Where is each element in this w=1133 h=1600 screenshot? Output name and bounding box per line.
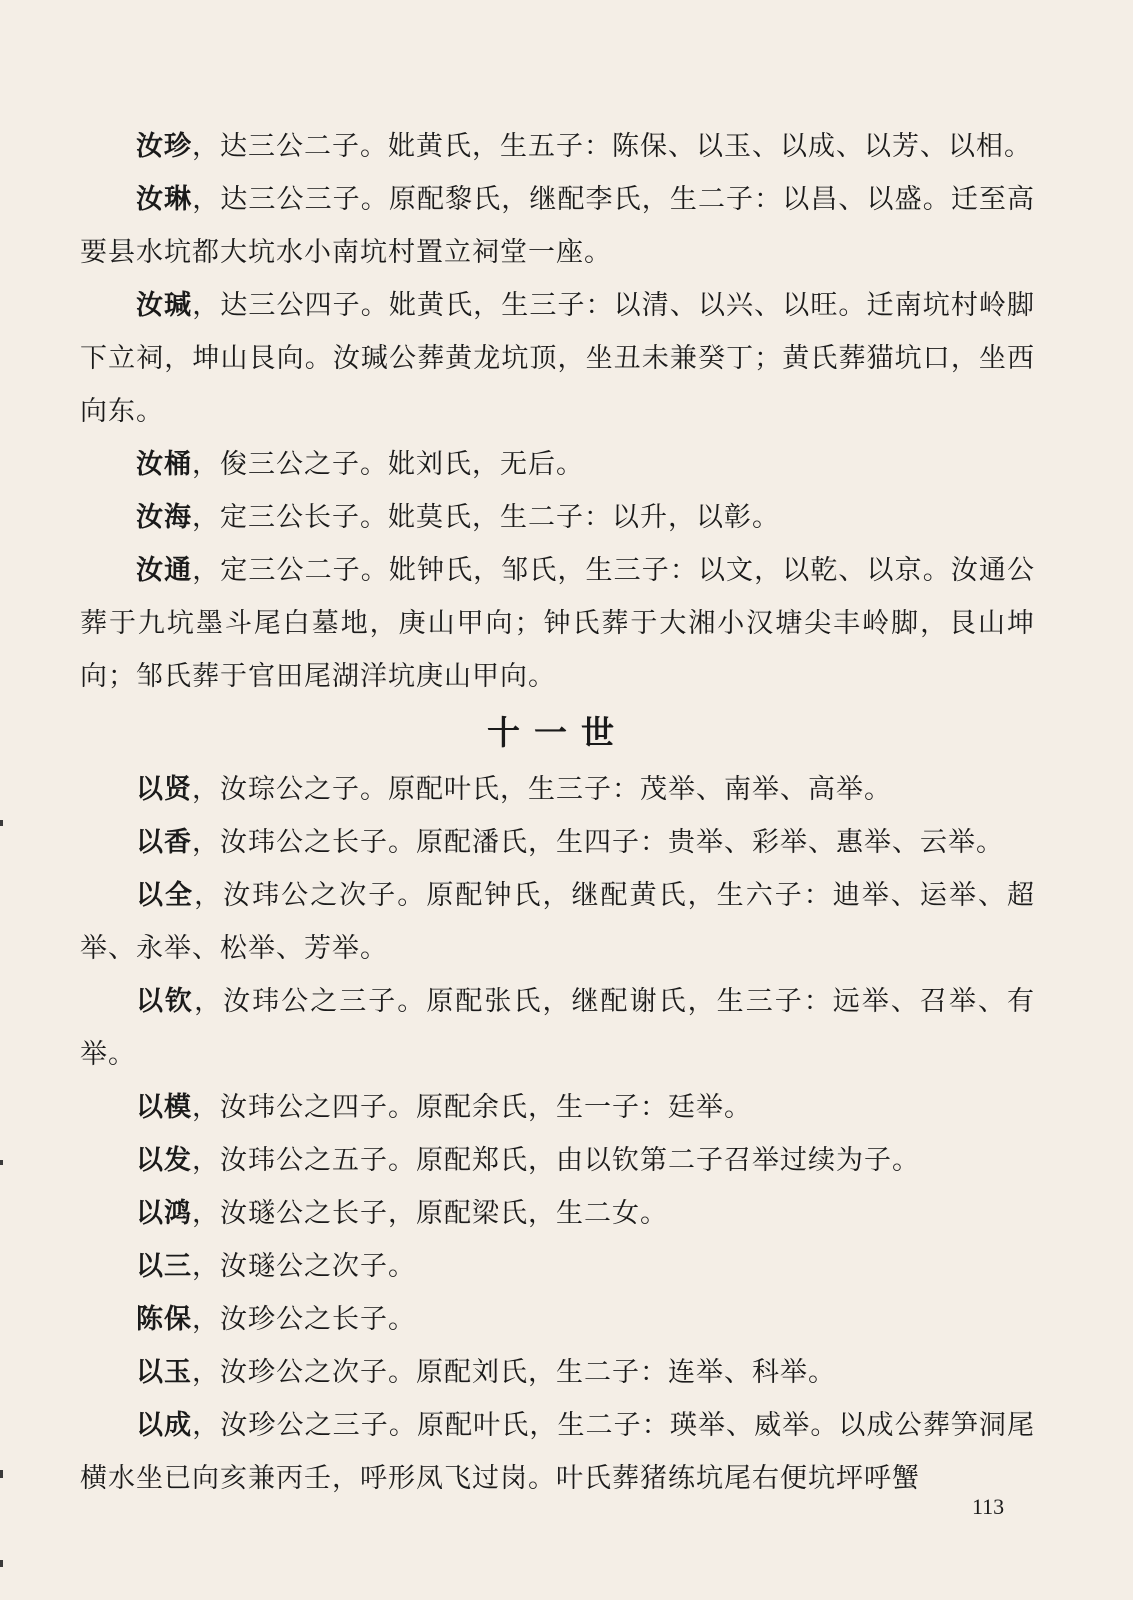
entry-name: 汝瑊 (136, 290, 193, 321)
genealogy-entry (80, 120, 1035, 173)
page-content (80, 120, 1035, 1505)
genealogy-entry (80, 1134, 1035, 1187)
entry-name: 以贤 (136, 774, 192, 805)
entry-name: 以三 (136, 1251, 192, 1282)
entry-name: 汝海 (136, 502, 192, 533)
entry-text: ，汝玮公之次子。原配钟氏，继配黄氏，生六子：迪举、运举、超举、永举、松举、芳举。 (80, 880, 1036, 964)
scan-edge-mark (0, 1470, 3, 1478)
entry-name: 汝桶 (136, 449, 192, 480)
genealogy-entry (80, 1081, 1035, 1134)
entry-name: 汝琳 (136, 184, 193, 215)
entry-name: 以玉 (136, 1357, 192, 1388)
genealogy-entry (80, 544, 1035, 703)
entry-text: ，汝珍公之次子。原配刘氏，生二子：连举、科举。 (192, 1357, 836, 1388)
genealogy-entry (80, 1399, 1035, 1505)
entry-text: ，汝璲公之次子。 (192, 1251, 416, 1282)
generation-heading: 十一世 (487, 713, 628, 752)
entry-text: ，汝璲公之长子，原配梁氏，生二女。 (192, 1198, 668, 1229)
entry-text: ，汝玮公之长子。原配潘氏，生四子：贵举、彩举、惠举、云举。 (192, 827, 1004, 858)
scan-edge-mark (0, 1160, 3, 1165)
entry-text: ，达三公四子。妣黄氏，生三子：以清、以兴、以旺。迁南坑村岭脚下立祠，坤山艮向。汝瑊公葬黄龙坑顶，坐丑未兼癸丁；黄氏葬猫坑口，坐西向东。 (80, 290, 1036, 427)
genealogy-entry (80, 279, 1035, 438)
genealogy-entry (80, 816, 1035, 869)
genealogy-entry (80, 869, 1035, 975)
entry-text: ，汝琮公之子。原配叶氏，生三子：茂举、南举、高举。 (192, 774, 892, 805)
entry-name: 汝珍 (136, 131, 192, 162)
entry-name: 以全 (136, 880, 195, 911)
genealogy-entry (80, 1346, 1035, 1399)
entry-text: ，汝玮公之五子。原配郑氏，由以钦第二子召举过续为子。 (192, 1145, 920, 1176)
entry-text: ，汝玮公之三子。原配张氏，继配谢氏，生三子：远举、召举、有举。 (80, 986, 1036, 1070)
genealogy-entry (80, 1293, 1035, 1346)
entry-name: 以鸿 (136, 1198, 192, 1229)
genealogy-entry (80, 1187, 1035, 1240)
entry-text: ，达三公三子。原配黎氏，继配李氏，生二子：以昌、以盛。迁至高要县水坑都大坑水小南坑村置立祠堂一座。 (80, 184, 1036, 268)
genealogy-entry (80, 763, 1035, 816)
entry-name: 以发 (136, 1145, 192, 1176)
entry-text: ，汝玮公之四子。原配余氏，生一子：廷举。 (192, 1092, 752, 1123)
entry-name: 汝通 (136, 555, 193, 586)
entry-text: ，定三公长子。妣莫氏，生二子：以升，以彰。 (192, 502, 780, 533)
entry-text: ，达三公二子。妣黄氏，生五子：陈保、以玉、以成、以芳、以相。 (192, 131, 1032, 162)
entry-name: 以香 (136, 827, 192, 858)
genealogy-entry (80, 491, 1035, 544)
entry-name: 以模 (136, 1092, 192, 1123)
entry-name: 以钦 (136, 986, 195, 1017)
entry-text: ，汝珍公之三子。原配叶氏，生二子：瑛举、威举。以成公葬笋洞尾横水坐已向亥兼丙壬，呼形凤飞过岗。叶氏葬猪练坑尾右便坑坪呼蟹 (80, 1410, 1036, 1494)
entries-top (80, 120, 1035, 703)
scan-edge-mark (0, 820, 3, 826)
entries-bottom (80, 763, 1035, 1505)
genealogy-entry (80, 975, 1035, 1081)
genealogy-entry (80, 1240, 1035, 1293)
entry-name: 以成 (136, 1410, 193, 1441)
entry-text: ，汝珍公之长子。 (192, 1304, 416, 1335)
entry-text: ，定三公二子。妣钟氏，邹氏，生三子：以文，以乾、以京。汝通公葬于九坑墨斗尾白墓地，庚山甲向；钟氏葬于大湘小汉塘尖丰岭脚，艮山坤向；邹氏葬于官田尾湖洋坑庚山甲向。 (80, 555, 1036, 692)
entry-text: ，俊三公之子。妣刘氏，无后。 (192, 449, 584, 480)
scan-edge-mark (0, 1560, 3, 1567)
entry-name: 陈保 (136, 1304, 192, 1335)
genealogy-entry (80, 438, 1035, 491)
page-number: 113 (972, 1494, 1005, 1519)
genealogy-entry (80, 173, 1035, 279)
